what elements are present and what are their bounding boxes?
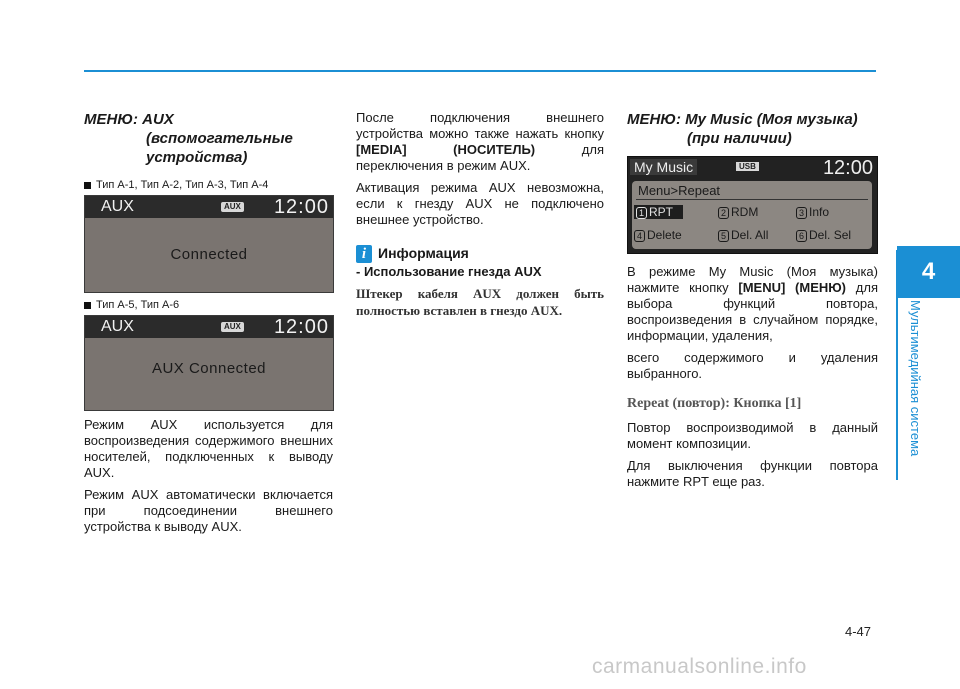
type-caption-1 bbox=[84, 179, 333, 191]
screen-message: Connected bbox=[170, 246, 248, 263]
screen-mode-label: My Music bbox=[630, 159, 697, 175]
my-music-heading-line1: МЕНЮ: My Music (Моя музыка) bbox=[627, 111, 858, 128]
menu-path: Menu>Repeat bbox=[638, 183, 721, 198]
info-body: Штекер кабеля AUX должен быть полностью вставлен в гнездо AUX. bbox=[356, 286, 604, 318]
media-button-label: [MEDIA] (НОСИТЕЛЬ) bbox=[356, 142, 536, 157]
aux-badge: AUX bbox=[221, 202, 244, 212]
menu-option-info bbox=[796, 205, 829, 219]
screen-clock: 12:00 bbox=[822, 157, 873, 179]
aux-heading-line1: МЕНЮ: AUX bbox=[84, 111, 174, 128]
menu-option-rdm bbox=[718, 205, 758, 219]
column-aux-connection bbox=[356, 110, 604, 319]
aux-heading-line2: (вспомогательные bbox=[146, 130, 293, 147]
watermark-text: carmanualsonline.info bbox=[592, 655, 807, 678]
screen-status-bar bbox=[85, 196, 333, 218]
repeat-paragraph-1: Повтор воспроизводимой в данный момент композиции. bbox=[627, 420, 878, 451]
option-number: 4 bbox=[634, 230, 645, 242]
screen-mode-label: AUX bbox=[101, 318, 134, 335]
screen-message: AUX Connected bbox=[151, 360, 267, 377]
bullet-square-icon bbox=[84, 302, 91, 309]
connection-paragraph-2: Активация режима AUX невозможна, если к гнезду AUX не подключено внешнее устройство. bbox=[356, 180, 604, 227]
option-number: 1 bbox=[636, 207, 647, 219]
my-music-screen bbox=[627, 156, 878, 254]
menu-button-label: [MENU] (МЕНЮ) bbox=[738, 280, 847, 295]
usb-badge: USB bbox=[736, 162, 759, 171]
aux-paragraph-2: Режим AUX автоматически включается при подсоединении внешнего устройства к выводу AUX. bbox=[84, 487, 333, 534]
type-caption-2 bbox=[84, 299, 333, 311]
my-music-paragraph-2: всего содержимого и удаления выбранного. bbox=[627, 350, 878, 381]
screen-clock: 12:00 bbox=[273, 316, 329, 338]
type-caption-2-text: Тип А-5, Тип А-6 bbox=[96, 299, 180, 311]
option-number: 3 bbox=[796, 207, 807, 219]
option-label: Del. Sel bbox=[809, 228, 852, 242]
top-rule bbox=[84, 70, 876, 72]
menu-option-rpt bbox=[634, 205, 683, 219]
info-title: Информация bbox=[378, 245, 469, 261]
bullet-square-icon bbox=[84, 182, 91, 189]
option-number: 5 bbox=[718, 230, 729, 242]
aux-heading-line3: устройства) bbox=[146, 149, 248, 166]
aux-screen-2 bbox=[84, 315, 334, 411]
aux-menu-heading bbox=[84, 110, 333, 167]
aux-badge: AUX bbox=[221, 322, 244, 332]
menu-option-delete bbox=[634, 228, 682, 242]
info-box-header bbox=[356, 244, 604, 263]
repeat-subheading: Repeat (повтор): Кнопка [1] bbox=[627, 396, 802, 411]
info-subtitle: - Использование гнезда AUX bbox=[356, 264, 542, 279]
screen-clock: 12:00 bbox=[273, 196, 329, 218]
page-number: 4-47 bbox=[845, 624, 872, 639]
screen-status-bar bbox=[85, 316, 333, 338]
connection-text-c: для переключения в режим AUX. bbox=[356, 142, 604, 173]
my-music-paragraph-1 bbox=[627, 264, 878, 344]
option-number: 2 bbox=[718, 207, 729, 219]
column-my-music bbox=[627, 110, 878, 496]
my-music-text-c: для выбора функций повтора, воспроизведения в случайном порядке, информации, удаления, bbox=[627, 280, 878, 343]
my-music-heading bbox=[627, 110, 878, 148]
option-number: 6 bbox=[796, 230, 807, 242]
repeat-paragraph-2: Для выключения функции повтора нажмите RPT еще раз. bbox=[627, 458, 878, 489]
connection-text-a: После подключения внешнего устройства можно также нажать кнопку bbox=[356, 110, 604, 141]
my-music-text-a: В режиме My Music (Моя музыка) нажмите кнопку bbox=[627, 264, 878, 295]
aux-paragraph-1: Режим AUX используется для воспроизведения содержимого внешних носителей, подключенных к выводу AUX. bbox=[84, 417, 333, 480]
divider bbox=[636, 199, 868, 200]
chapter-number-tab: 4 bbox=[897, 246, 960, 298]
option-label: Delete bbox=[647, 228, 682, 242]
connection-paragraph-1 bbox=[356, 110, 604, 174]
info-icon: i bbox=[356, 245, 372, 263]
screen-mode-label: AUX bbox=[101, 198, 134, 215]
option-label: Del. All bbox=[731, 228, 769, 242]
screen-status-bar bbox=[628, 157, 877, 179]
option-label: RPT bbox=[649, 205, 674, 219]
type-caption-1-text: Тип А-1, Тип А-2, Тип А-3, Тип А-4 bbox=[96, 179, 269, 191]
column-aux-menu bbox=[84, 110, 333, 541]
menu-option-del-sel bbox=[796, 228, 851, 242]
menu-option-del-all bbox=[718, 228, 768, 242]
aux-screen-1 bbox=[84, 195, 334, 293]
menu-panel bbox=[632, 181, 872, 249]
chapter-title: Мультимедийная система bbox=[908, 300, 923, 457]
option-label: RDM bbox=[731, 205, 759, 219]
option-label: Info bbox=[809, 205, 830, 219]
my-music-heading-line2: (при наличии) bbox=[687, 130, 792, 147]
